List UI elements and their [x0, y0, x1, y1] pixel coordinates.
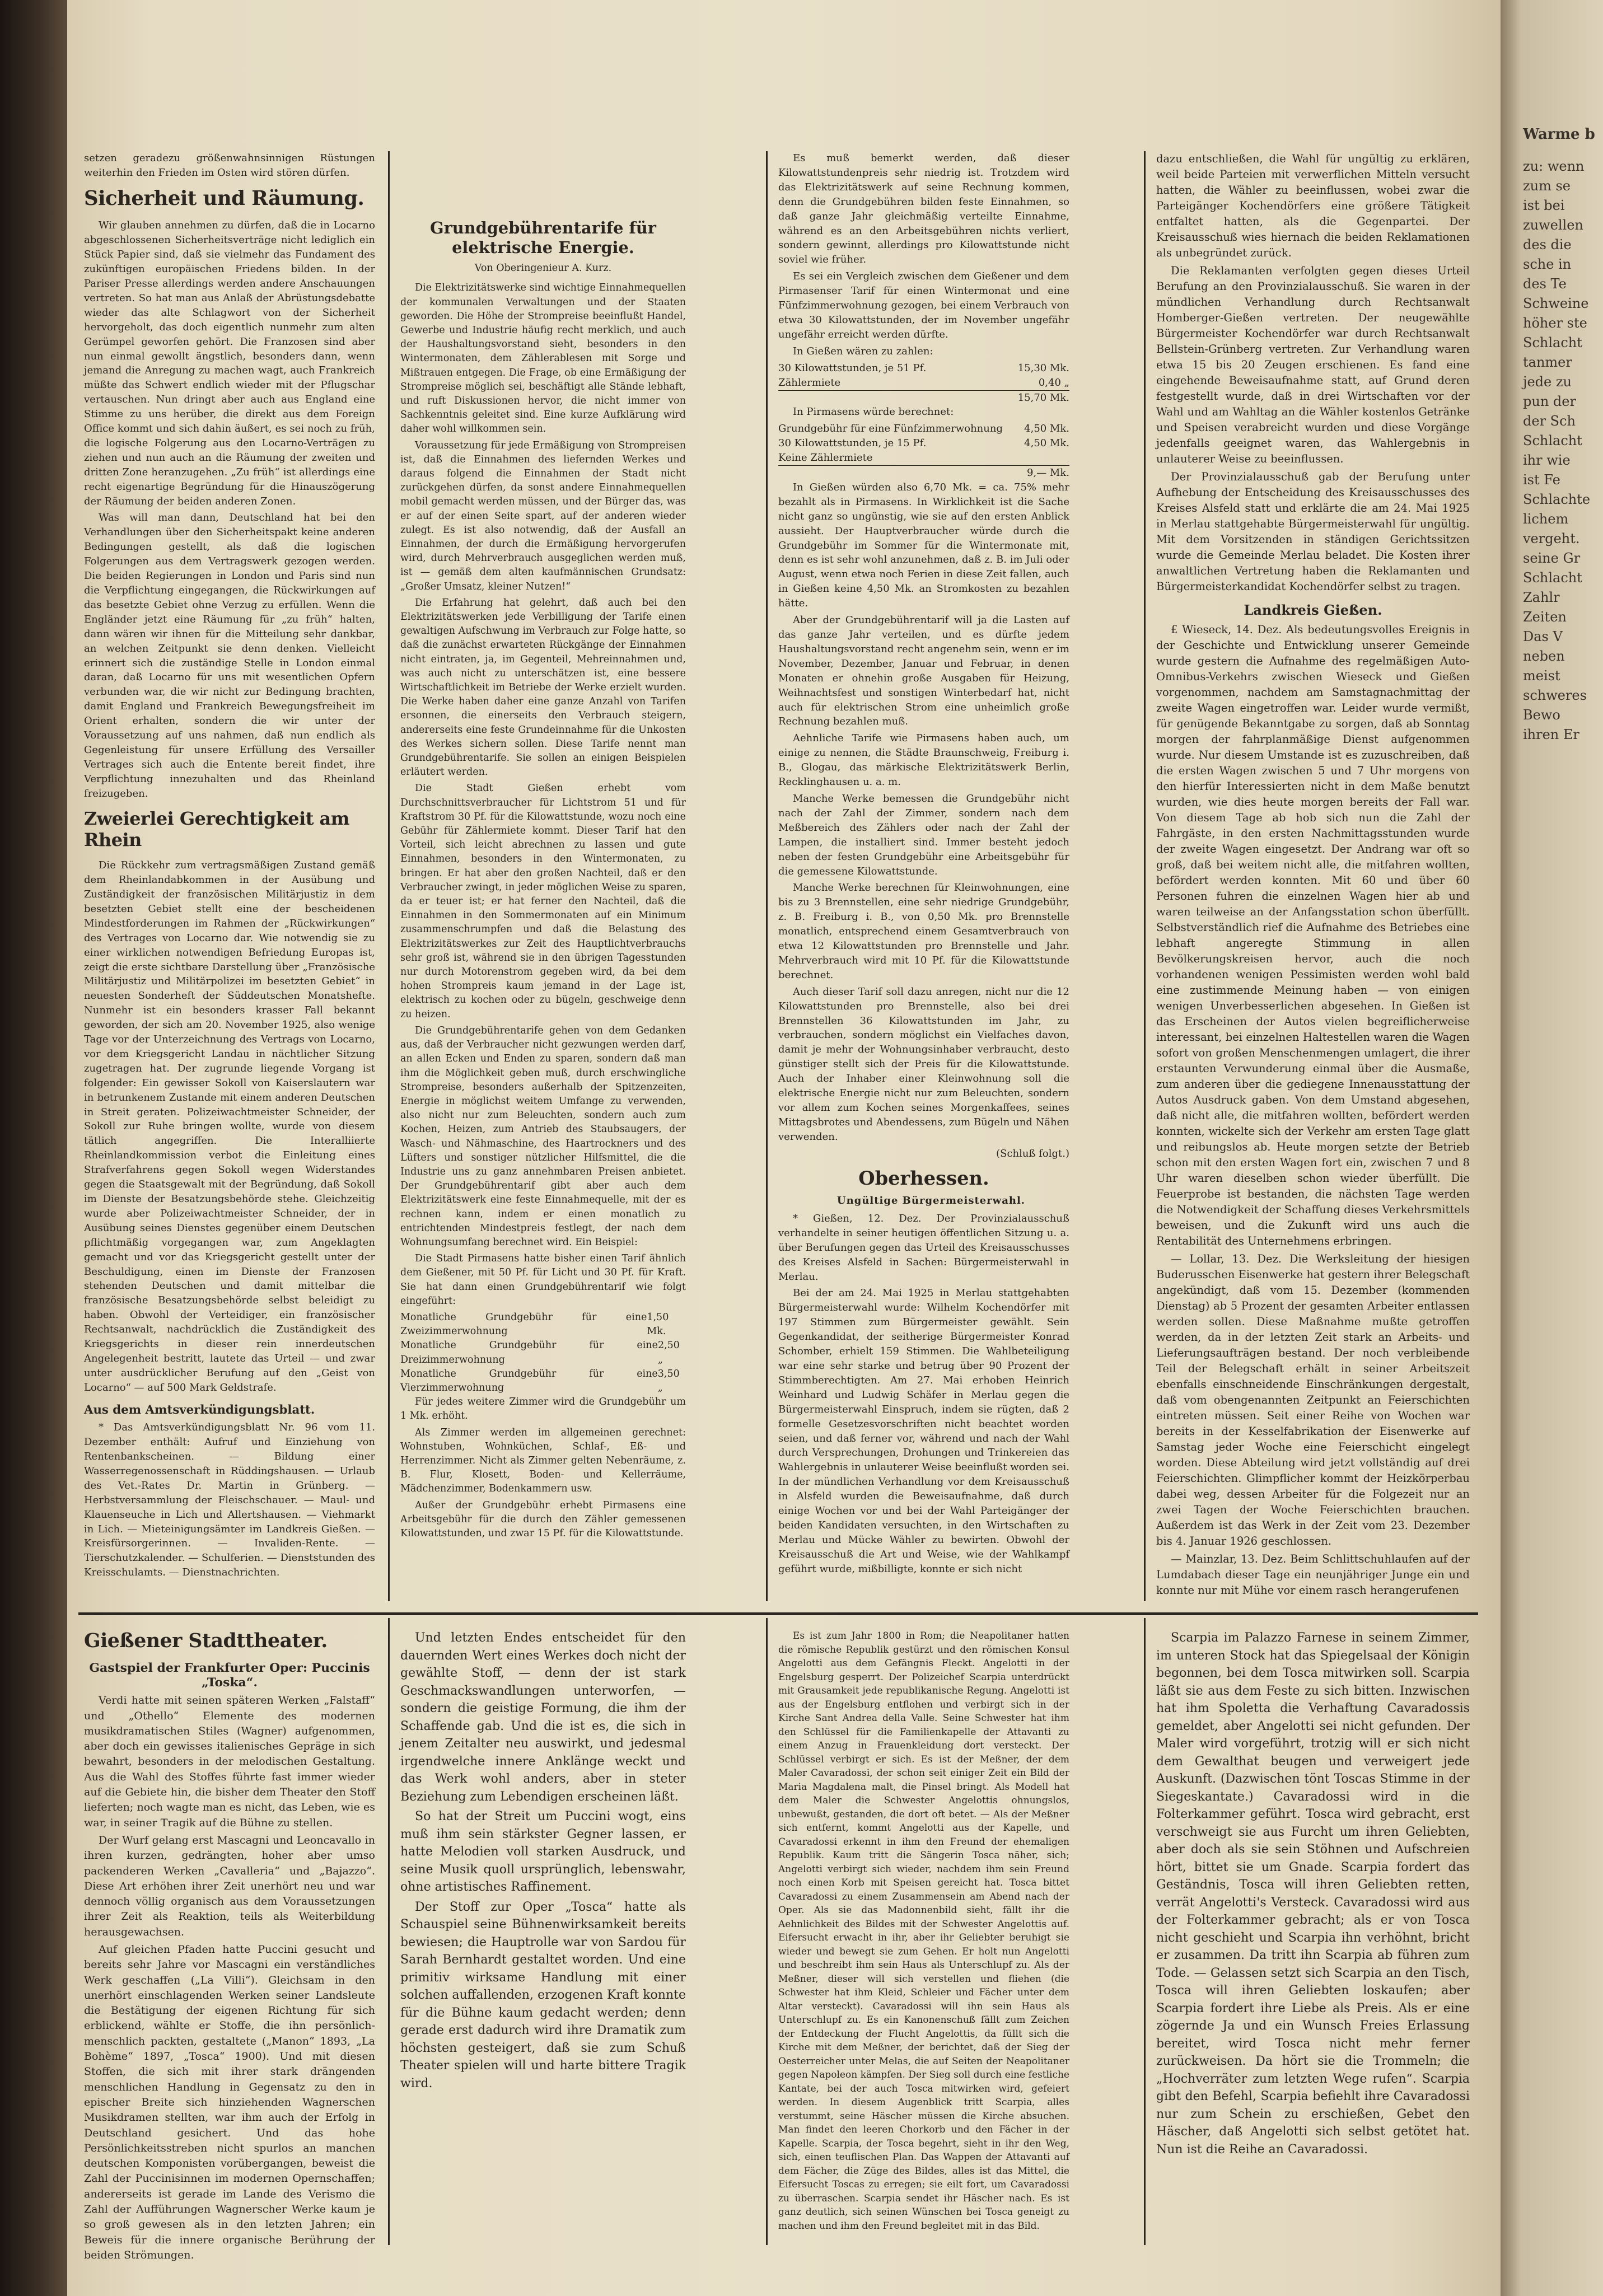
article-title-sicherheit: Sicherheit und Räumung.	[84, 186, 364, 210]
adjacent-page-line: Das V	[1523, 629, 1563, 644]
column-rule	[766, 1618, 768, 2245]
adjacent-page-line: meist	[1523, 668, 1560, 684]
calc-heading: In Pirmasens würde berechnet:	[793, 406, 954, 418]
adjacent-page-line: Zeiten	[1523, 609, 1567, 625]
theater-paragraph: So hat der Streit um Puccini wogt, eins muß ihm sein stärkster Gegner lassen, er hatte Melodien voll starken Ausdruck, und seine Musik quoll ursprünglich, lebenswahr, ohne artistisches Raffinement.	[400, 1809, 686, 1894]
adjacent-page-title: Warme b	[1523, 126, 1595, 143]
article-title-grundgebuehren: Grundgebührentarife für elektrische Energie.	[430, 218, 656, 257]
article-paragraph: Die Grundgebührentarife gehen von dem Gedanken aus, daß der Verbraucher nicht gezwungen werden darf, an allen Ecken und Enden zu sparen, sondern daß man ihm die Möglichkeit geben muß, durch erschwingliche Strompreise, besonders außerhalb der Spitzenzeiten, Energie in möglichst weitem Umfange zu verwenden, also nicht nur zum Beleuchten, sondern auch zum Kochen, Heizen, zum Antrieb des Staubsaugers, der Wasch- und Nähmaschine, des Haartrockners und des Lüfters und sonstiger nützlicher Hilfsmittel, die die Industrie uns zu ganz annehmbaren Preisen anbietet. Der Grundgebührentarif gibt aber auch dem Elektrizitätswerk eine feste Einnahmequelle, mit der es rechnen kann, indem er einen monatlich zu entrichtenden Mindestpreis festlegt, der nach dem Wohnungsumfang berechnet wird. Ein Beispiel:	[400, 1025, 686, 1248]
theater-paragraph: Der Stoff zur Oper „Tosca“ hatte als Schauspiel seine Bühnenwirksamkeit bereits bewiesen; die Hauptrolle war von Sardou für Sarah Bernhardt gestaltet worden. Und eine primitiv wirksame Handlung mit einer solchen auffallenden, erzogenen Kraft konnte für die Bühne kaum gedacht werden; denn gerade erst dadurch wird ihre Dramatik zum höchsten gesteigert, daß sie zum Schuß Theater spielen will und harte bittere Tragik wird.	[400, 1900, 686, 2091]
column-rule	[1144, 1618, 1146, 2245]
calc-row: 30 Kilowattstunden, je 51 Pf. 15,30 Mk.	[778, 362, 1069, 374]
article-paragraph: Aber der Grundgebührentarif will ja die Lasten auf das ganze Jahr verteilen, und es dürfte jedem Haushaltungsvorstand recht angenehm sein, wenn er im November, Dezember, Januar und Februar, in denen Monaten er ohnehin große Ausgaben für Heizung, Weihnachtsfest und sonstigen Winterbedarf hat, nicht auch für elektrischen Strom eine unheimlich große Rechnung bezahlen muß.	[778, 614, 1069, 728]
article-paragraph: Für jedes weitere Zimmer wird die Grundgebühr um 1 Mk. erhöht.	[400, 1396, 686, 1422]
article-paragraph: Der Provinzialausschuß gab der Berufung unter Aufhebung der Entscheidung des Kreisausschusses des Kreises Alsfeld statt und erklärte die am 24. Mai 1925 in Merlau stattgehabte Bürgermeisterwahl für ungültig. Mit dem Vorsitzenden in ständigen Gerichtssitzen wurde die Gemeinde Merlau beladet. Die Kosten ihrer anwaltlichen Vertretung haben die Reklamanten und Bürgermeisterkandidat Kochendörfer selbst zu tragen.	[1156, 470, 1470, 593]
section-title-landkreis: Landkreis Gießen.	[1244, 602, 1382, 618]
tariff-row: Monatliche Grundgebühr für eine Zweizimmerwohnung 1,50 Mk.	[400, 1311, 669, 1338]
section-title-oberhessen: Oberhessen.	[858, 1166, 989, 1189]
calc-row: Keine Zählermiete	[778, 452, 873, 464]
adjacent-page-line: Schweine	[1523, 296, 1589, 311]
tariff-row: Monatliche Grundgebühr für eine Dreizimmerwohnung 2,50 „	[400, 1340, 680, 1366]
article-paragraph: Es sei ein Vergleich zwischen dem Gießener und dem Pirmasenser Tarif für einen Wintermonat und eine Fünfzimmerwohnung gezogen, bei einem Verbrauch von etwa 30 Kilowattstunden, der im November ungefähr ungefähr erreicht werden dürfte.	[778, 270, 1069, 340]
column-rule	[1144, 151, 1146, 1601]
article-paragraph: Auch dieser Tarif soll dazu anregen, nicht nur die 12 Kilowattstunden pro Brennstelle, also bei drei Brennstellen 36 Kilowattstunden im Jahr, zu verbrauchen, sondern möglichst ein Vielfaches davon, damit je mehr der Wohnungsinhaber verbraucht, desto günstiger stellt sich der Preis für die Kilowattstunde. Auch der Inhaber einer Kleinwohnung soll die elektrische Energie nicht nur zum Beleuchten, sondern vor allem zum Kochen seines Morgenkaffees, seines Mittagsbrotes und Abendessens, zum Bügeln und Nähen verwenden.	[778, 985, 1069, 1143]
column-rule	[766, 151, 768, 1601]
calc-total: 9,— Mk.	[778, 465, 1069, 480]
article-paragraph: — Mainzlar, 13. Dez. Beim Schlittschuhlaufen auf der Lumdabach dieser Tage ein neunjähriger Junge ein und konnte nur mit Mühe vor einem rasch herangerufenen	[1156, 1552, 1470, 1597]
adjacent-page-line: Schlacht	[1523, 570, 1582, 586]
adjacent-page-line: zu: wenn	[1523, 158, 1585, 174]
article-paragraph: Manche Werke bemessen die Grundgebühr nicht nach der Zahl der Zimmer, sondern nach dem Meßbereich des Zählers oder nach der Zahl der Lampen, die installiert sind. Immer besteht jedoch neben der festen Grundgebühr eine Arbeitsgebühr für die gemessene Kilowattstunde.	[778, 792, 1069, 877]
article-paragraph: Voraussetzung für jede Ermäßigung von Strompreisen ist, daß die Einnahmen des liefernden Werkes und daraus folgend die Einnahmen der Stadt nicht zurückgehen dürfen, da sonst andere Einnahmequellen mobil gemacht werden müssen, und der Bürger das, was er auf der einen Seite spart, auf der anderen wieder zulegt. Es ist also notwendig, daß der Ausfall an Einnahmen, der durch die Ermäßigung hervorgerufen wird, durch Mehrverbrauch ausgeglichen werden muß, ist — gemäß dem alten kaufmännischen Grundsatz: „Großer Umsatz, kleiner Nutzen!“	[400, 439, 686, 592]
calc-heading: In Gießen wären zu zahlen:	[793, 345, 933, 357]
adjacent-page-line: zum se	[1523, 178, 1571, 194]
article-paragraph: — Lollar, 13. Dez. Die Werksleitung der hiesigen Buderusschen Eisenwerke hat gestern ihrer Belegschaft angekündigt, daß vom 15. Dezember (kommenden Dienstag) ab 5 Prozent der gesamten Arbeiter entlassen werden sollen. Diese Maßnahme mußte getroffen werden, da in der letzten Zeit stark an Arbeits- und Lieferungsaufträgen bestand. Der noch verbleibende Teil der Belegschaft erhält in seiner Arbeitszeit ebenfalls einschneidende Einschränkungen dergestalt, daß vom obengenannten Zeitpunkt an Feierschichten eintreten müssen. Seit einer Reihe von Wochen war bereits in der Kesselfabrikation der Eisenwerke auf Samstag jeder Woche eine Feierschicht eingelegt worden. Diese Abteilung wird jetzt vollständig auf drei Feierschichten. Glimpflicher kommt der Heizkörperbau dabei weg, dessen Arbeiter für die Folgezeit nur an zwei Tagen der Woche Feierschichten brauchen. Außerdem ist das Werk in der Zeit vom 23. Dezember bis 4. Januar 1926 geschlossen.	[1156, 1252, 1470, 1547]
calc-row: 30 Kilowattstunden, je 15 Pf. 4,50 Mk.	[778, 437, 1069, 450]
column-2	[400, 213, 686, 1543]
article-paragraph: Die Erfahrung hat gelehrt, daß auch bei den Elektrizitätswerken jede Verbilligung der Tarife einen gewaltigen Aufschwung im Verbrauch zur Folge hatte, so daß die zunächst erwarteten Rückgänge der Einnahmen nicht eintraten, ja, im Gegenteil, Mehreinnahmen und, was auch nicht zu unterschätzen ist, eine bessere Wirtschaftlichkeit im Betriebe der Werke erzielt wurden. Die Werke haben daher eine ganze Anzahl von Tarifen ersonnen, die einerseits den Verbrauch steigern, andererseits eine feste Grundeinnahme für die Unkosten des Werkes sichern sollen. Diese Tarife nennt man Grundgebührentarife. Sie sollen an einigen Beispielen erläutert werden.	[400, 597, 686, 778]
article-paragraph: Wir glauben annehmen zu dürfen, daß die in Locarno abgeschlossenen Sicherheitsverträge nicht lediglich ein Stück Papier sind, daß sie vielmehr das Fundament des zukünftigen europäischen Friedens bilden. In der Pariser Presse allerdings werden andere Anschauungen vertreten. So hat man aus Anlaß der Abrüstungsdebatte wieder das alte Schlagwort von der Sicherheit hervorgeholt, das doch eigentlich nunmehr zum alten Gerümpel geworfen gehört. Die Franzosen sind aber nun einmal gewollt ängstlich, besonders dann, wenn jemand die Anregung zu machen wagt, auch Frankreich müßte das Schwert endlich wieder mit der Pflugschar vertauschen. Nun dringt aber auch aus England eine Stimme zu uns herüber, die direkt aus dem Foreign Office kommt und sich dahin äußert, es sei noch zu früh, die logische Folgerung aus den Locarno-Verträgen zu ziehen und nun auch an die Räumung der zweiten und dritten Zone heranzugehen. „Zu früh“ ist allerdings eine recht eigenartige Begründung für die Hinauszögerung der Räumung der beiden anderen Zonen.	[84, 219, 375, 507]
adjacent-page-text	[1523, 157, 1601, 745]
adjacent-page-line: Schlacht	[1523, 335, 1582, 350]
theater-column-2	[400, 1629, 686, 2094]
theater-column-4	[1156, 1629, 1470, 2161]
theater-paragraph: Und letzten Endes entscheidet für den dauernden Wert eines Werkes doch nicht der gewählte Stoff, — denn der ist stark Geschmackswandlungen unterworfen, — sondern die geistige Formung, die ihm der Schaffende gab. Und die ist es, die sich in jenem Zeitalter neu auswirkt, und jedesmal irgendwelche innere Anklänge weckt und das Werk wohl anders, aber in steter Beziehung zum Lebendigen erscheinen läßt.	[400, 1631, 686, 1804]
theater-paragraph: Scarpia im Palazzo Farnese in seinem Zimmer, im unteren Stock hat das Spiegelsaal der Königin begonnen, bei dem Tosca mitwirken soll. Scarpia läßt sie aus dem Feste zu sich bitten. Inzwischen hat ihm Spoletta die Verhaftung Cavaradossis gemeldet, aber Angelotti sei nicht gefunden. Der Maler wird vorgeführt, trotzig will er sich nicht dem Gewalthat beugen und verweigert jede Auskunft. (Dazwischen tönt Toscas Stimme in der Siegeskantate.) Cavaradossi wird in die Folterkammer geführt. Tosca wird gebracht, erst verschweigt sie aus Furcht um ihren Geliebten, aber doch als sie sein Stöhnen und Aufschreien hört, bittet sie um Gnade. Scarpia fordert das Geständnis, Tosca will ihren Geliebten retten, verrät Angelotti's Versteck. Cavaradossi wird aus der Folterkammer gebracht; als er von Tosca nicht geschieht und Scarpia ihn verhöhnt, bricht er zusammen. Da tritt ihn Scarpia ab führen zum Tode. — Gelassen setzt sich Scarpia an den Tisch, Tosca will ihren Geliebten loskaufen; aber Scarpia fordert ihre Liebe als Preis. Als er eine zögernde Ja und ein Wunsch Freies Erlassung bereitet, wird Tosca nicht mehr ferner zurückweisen. Da hört sie die Trommeln; die „Hochverräter zum letzten Wege rufen“. Scarpia gibt den Befehl, Scarpia befiehlt ihre Cavaradossi nur zum Schein zu erschießen, Gebet den Häscher, daß Angelotti sich selbst getötet hat. Nun ist die Reihe an Cavaradossi.	[1156, 1631, 1470, 2157]
adjacent-page-line: Bewo	[1523, 707, 1560, 723]
article-subtitle: Ungültige Bürgermeisterwahl.	[836, 1195, 1026, 1207]
adjacent-page-line: seine Gr	[1523, 550, 1581, 566]
adjacent-page-line: ihr wie	[1523, 452, 1571, 468]
section-divider	[78, 1612, 1478, 1615]
adjacent-page-line: ist Fe	[1523, 472, 1560, 488]
adjacent-page-line: Schlachte	[1523, 492, 1591, 507]
adjacent-page-line: der Sch	[1523, 413, 1576, 429]
column-rule	[388, 1618, 390, 2245]
adjacent-page-line: des die	[1523, 237, 1572, 252]
theater-paragraph: Der Wurf gelang erst Mascagni und Leoncavallo in ihren kurzen, gedrängten, hoher aber umso packenderen Werken „Cavalleria“ und „Bajazzo“. Diese Art erhöhen ihrer Zeit unerhört neu und war dennoch völlig organisch aus dem Voraussetzungen ihrer Zeit als Reaktion, teils als Weiterbildung herausgewachsen.	[84, 1834, 375, 1938]
theater-paragraph: Verdi hatte mit seinen späteren Werken „Falstaff“ und „Othello“ Elemente des modernen musikdramatischen Stiles (Wagner) aufgenommen, aber doch ein gewisses italienisches Gepräge in sich bewahrt, besonders in der melodischen Gestaltung. Aus die Wahl des Stoffes führte fast immer wieder auf die Gebiete hin, die bisher dem Theater den Stoff lieferten; noch wagte man es nicht, das Leben, wie es war, in seiner Tragik auf die Bühne zu stellen.	[84, 1694, 375, 1829]
tariff-row: Monatliche Grundgebühr für eine Vierzimmerwohnung 3,50 „	[400, 1368, 680, 1394]
adjacent-page-line: schweres	[1523, 688, 1587, 703]
continued-note: (Schluß folgt.)	[996, 1147, 1069, 1159]
adjacent-page-line: ihren Er	[1523, 727, 1579, 742]
article-paragraph: Die Stadt Pirmasens hatte bisher einen Tarif ähnlich dem Gießener, mit 50 Pf. für Licht und 30 Pf. für Kraft. Sie hat dann einen Grundgebührentarif wie folgt eingeführt:	[400, 1253, 686, 1307]
calc-total: 15,70 Mk.	[778, 390, 1069, 405]
adjacent-page-line: jede zu	[1523, 374, 1572, 390]
theater-subtitle: Gastspiel der Frankfurter Oper: Puccinis „Toska“.	[89, 1660, 370, 1690]
article-paragraph: Die Stadt Gießen erhebt vom Durchschnittsverbraucher für Lichtstrom 51 und für Kraftstrom 30 Pf. für die Kilowattstunde, wozu noch eine Gebühr für Zählermiete kommt. Dieser Tarif hat den Vorteil, sich leicht abrechnen zu lassen und gute Einnahmen, besonders in den Wintermonaten, zu bringen. Er hat aber den großen Nachteil, daß er den Verbraucher zwingt, in jeder möglichen Weise zu sparen, da er teuer ist; er hat ferner den Nachteil, daß die Einnahmen in den Sommermonaten auf ein Minimum zusammenschrumpfen und daß die Belastung des Elektrizitätswerkes zur Zeit des Hauptlichtverbrauchs sehr groß ist, während sie in den übrigen Tagesstunden nur durch Motorenstrom gegeben wird, da bei dem hohen Strompreis kaum jemand in der Lage ist, elektrisch zu kochen oder zu bügeln, geschweige denn zu heizen.	[400, 783, 686, 1020]
article-paragraph: Die Rückkehr zum vertragsmäßigen Zustand gemäß dem Rheinlandabkommen in der Ausübung und Zuständigkeit der französischen Militärjustiz in dem besetzten Gebiet stellt eine der bescheidenen Mindestforderungen im Rahmen der „Rückwirkungen“ des Vertrages von Locarno dar. Wie notwendig sie zu einer wirklichen notwendigen Befriedung Europas ist, zeigt die erste sichtbare Darstellung über „Französische Militärjustiz und Militärpolizei im besetzten Gebiet“ in neuesten Sonderheft der Süddeutschen Monatshefte. Nunmehr ist ein besonders krasser Fall bekannt geworden, der sich am 20. November 1925, also wenige Tage vor der Unterzeichnung des Vertrags von Locarno, vor dem Kriegsgericht Landau in nächtlicher Sitzung zugetragen hat. Der zugrunde liegende Vorgang ist folgender: Ein gewisser Sokoll von Kaiserslautern war in betrunkenem Zustande mit einem anderen Deutschen in Streit geraten. Polizeiwachtmeister Schneider, der Sokoll zur Ruhe bringen wollte, wurde von diesem tätlich angegriffen. Die Interalliierte Rheinlandkommission verbot die Einleitung eines Strafverfahrens gegen Sokoll wegen Widerstandes gegen die Staatsgewalt mit der Begründung, daß Sokoll im Dienste der Besatzungsbehörde stehe. Gleichzeitig wurde aber Polizeiwachtmeister Schneider, der in Ausübung seines Dienstes gegenüber einem Deutschen pflichtmäßig vorgegangen war, zum Angeklagten gemacht und vor das Kriegsgericht gestellt unter der Beschuldigung, einen im Dienste der Franzosen stehenden Deutschen und damit mittelbar die französische Besatzungsbehörde selbst beleidigt zu haben. Obwohl der Verteidiger, ein französischer Rechtsanwalt, nachdrücklich die Zuständigkeit des Kriegsgerichts in dieser rein innerdeutschen Angelegenheit bestritt, lautete das Urteil — und zwar unter ausdrücklicher Berufung auf den „Geist von Locarno“ — auf 500 Mark Geldstrafe.	[84, 859, 375, 1394]
article-title-gerechtigkeit: Zweierlei Gerechtigkeit am Rhein	[84, 807, 349, 850]
column-4	[1156, 151, 1470, 1601]
adjacent-page-line: Schlacht	[1523, 433, 1582, 448]
column-rule	[388, 151, 390, 1601]
adjacent-page-line: lichem	[1523, 511, 1569, 527]
adjacent-page-line: Zahlr	[1523, 590, 1560, 605]
adjacent-page-line: neben	[1523, 648, 1565, 664]
article-paragraph: * Gießen, 12. Dez. Der Provinzialausschuß verhandelte in seiner heutigen öffentlichen Sitzung u. a. über Berufungen gegen das Urteil des Kreisausschusses des Kreises Alsfeld in Sachen: Bürgermeisterwahl in Merlau.	[778, 1212, 1069, 1283]
article-title-amtsblatt: Aus dem Amtsverkündigungsblatt.	[84, 1402, 315, 1417]
article-paragraph: Als Zimmer werden im allgemeinen gerechnet: Wohnstuben, Wohnküchen, Schlaf-, Eß- und Herrenzimmer. Nicht als Zimmer gelten Nebenräume, z. B. Flur, Klosett, Boden- und Kellerräume, Mädchenzimmer, Bodenkammern usw.	[400, 1427, 686, 1495]
article-paragraph: Was will man dann, Deutschland hat bei den Verhandlungen über den Sicherheitspakt keine anderen Bedingungen gestellt, als daß die logischen Folgerungen aus dem Vertragswerk gezogen werden. Die beiden Regierungen in London und Paris sind nun die Verpflichtung eingegangen, die Rückwirkungen auf das besetzte Gebiet ohne Verzug zu erfüllen. Wenn die Engländer jetzt eine Räumung für „zu früh“ halten, dann wären wir ihnen für die Mitteilung sehr dankbar, an welchen Zeitpunkt sie denn denken. Vielleicht erinnert sich die zuständige Stelle in London einmal daran, daß Locarno für uns mit wesentlichen Opfern verbunden war, die wir nicht zur Bedingung brachten, damit England und Frankreich Bewegungsfreiheit im Orient erhalten, sondern die wir unter der Voraussetzung auf uns nahmen, daß nun endlich als Gegenleistung für unsere Erfüllung des Versailler Vertrages sich auch die Entente bereit findet, ihre Verpflichtung innezuhalten und das Rheinland freizugeben.	[84, 512, 375, 799]
article-paragraph: dazu entschließen, die Wahl für ungültig zu erklären, weil beide Parteien mit verwerflichen Mitteln versucht hatten, die Wähler zu beeinflussen, wobei zwar die Parteigänger Kochendörfers eine größere Tätigkeit entfaltet hatten, als die Gegenpartei. Der Kreisausschuß wies hiernach die beiden Reklamationen als unbegründet zurück.	[1156, 152, 1470, 259]
article-paragraph: Die Reklamanten verfolgten gegen dieses Urteil Berufung an den Provinzialausschuß. Sie waren in der mündlichen Verhandlung durch Rechtsanwalt Homberger-Gießen vertreten. Der neugewählte Bürgermeister Kochendörfer war durch Rechtsanwalt Bellstein-Grünberg vertreten. Zur Verhandlung waren etwa 15 bis 20 Zeugen erschienen. Es fand eine eingehende Beweisaufnahme statt, auf Grund deren festgestellt wurde, daß in drei Wirtschaften vor der Wahl und am Wahltag an die Wähler kostenlos Getränke und Speisen verabreicht wurden und diese Vorgänge jedenfalls geeignet waren, das Wahlergebnis in unlauterer Weise zu beeinflussen.	[1156, 264, 1470, 465]
article-paragraph: Bei der am 24. Mai 1925 in Merlau stattgehabten Bürgermeisterwahl wurde: Wilhelm Kochendörfer mit 197 Stimmen zum Bürgermeister gewählt. Sein Gegenkandidat, der seitherige Bürgermeister Konrad Schomber, erhielt 159 Stimmen. Die Wahlbeteiligung war eine sehr starke und betrug über 90 Prozent der Stimmberechtigten. Am 27. Mai erhoben Heinrich Weinhard und Ludwig Schäfer in Merlau gegen die Bürgermeisterwahl Einspruch, indem sie rügten, daß 2 formelle Gesetzesvorschriften nicht beachtet worden seien, und daß ferner vor, während und nach der Wahl durch Versprechungen, Drohungen und Trinkereien das Wahlergebnis in unlauterer Weise beeinflußt worden sei. In der mündlichen Verhandlung vor dem Kreisausschuß in Alsfeld wurden die Beweisaufnahme, daß durch einige Wochen vor und bei der Wahl Parteigänger der beiden Kandidaten versuchten, in den Wirtschaften zu Merlau und Mücke Wähler zu bewirten. Obwohl der Kreisausschuß die Art und Weise, wie der Wahlkampf geführt wurde, mißbilligte, konnte er sich nicht	[778, 1287, 1069, 1575]
calc-row: Zählermiete 0,40 „	[778, 376, 1069, 389]
theater-column-1	[84, 1629, 375, 2265]
adjacent-page-line: vergeht.	[1523, 531, 1580, 546]
adjacent-page-line: des Te	[1523, 276, 1567, 292]
adjacent-page-line: höher ste	[1523, 315, 1587, 331]
adjacent-page-edge	[1501, 0, 1603, 2296]
article-paragraph: £ Wieseck, 14. Dez. Als bedeutungsvolles Ereignis in der Geschichte und Entwicklung unserer Gemeinde wurde gestern die Aufnahme des regelmäßigen Auto-Omnibus-Verkehrs zwischen Wieseck und Gießen vorgenommen, nachdem am Samstagnachmittag der zweite Wagen eingetroffen war. Leider wurde vermißt, für genügende Bekanntgabe zu sorgen, daß ab Sonntag morgen der fahrplanmäßige Dienst aufgenommen wurde. Nur diesem Umstande ist es zuzuschreiben, daß die ersten Wagen zwischen 5 und 7 Uhr morgens von den hierfür Interessierten nicht in dem Maße benutzt wurden, wie dies heute morgen bereits der Fall war. Von diesem Tage ab hob sich nun die Zahl der Fahrgäste, in den ersten Nachmittagsstunden wurde der zweite Wagen eingesetzt. Der Andrang war oft so groß, daß bei weitem nicht alle, die mitfahren wollten, befördert werden konnten. Mit 60 und über 60 Personen fuhren die einzelnen Wagen hier ab und waren teilweise an der Anfangsstation schon überfüllt. Selbstverständlich rief die Aufnahme des Betriebes eine lebhaft angeregte Stimmung in allen Bevölkerungskreisen hervor, auch die noch vorhandenen wenigen Pessimisten werden wohl bald eine zustimmende Meinung haben — von einigen wenigen Unverbesserlichen abgesehen. In Gießen ist das Erscheinen der Autos vielen begreiflicherweise interessant, bei einzelnen Haltestellen waren die Wagen sofort von großen Menschenmengen umlagert, die ihrer erstaunten Verwunderung einmal über die Ausmaße, zum anderen über die gediegene Innenausstattung der Autos Ausdruck gaben. Von dem Umstand abgesehen, daß nicht alle, die mitfahren wollten, befördert werden konnten, wickelte sich der Verkehr am ersten Tage glatt und reibungslos ab. Heute morgen setzte der Betrieb schon mit den ersten Wagen fort ein, zwischen 7 und 8 Uhr waren dieselben schon wieder überfüllt. Die Feuerprobe ist bestanden, die nächsten Tage werden die Notwendigkeit der Schaffung dieses Verkehrsmittels beweisen, und die Zukunft wird uns auch die Rentabilität des Unternehmens erbringen.	[1156, 623, 1470, 1247]
theater-paragraph: Es ist zum Jahr 1800 in Rom; die Neapolitaner hatten die römische Republik gestürzt und den römischen Konsul Angelotti aus dem Gefängnis Fleckt. Angelotti in der Engelsburg gesperrt. Der Polizeichef Scarpia unterdrückt mit Grausamkeit jede republikanische Regung. Angelotti ist aus der Engelsburg entflohen und verbirgt sich in der Kirche Sant Andrea della Valle. Seine Schwester hat ihm den Schlüssel für die Familienkapelle der Attavanti zu einem Anzug in Frauenkleidung dort versteckt. Der Schlüssel verbirgt er sich. Es ist der Meßner, der dem Maler Cavaradossi, der schon seit einiger Zeit ein Bild der Maria Magdalena malt, die Pinsel bringt. Als Modell hat dem Maler die Schwester Angelottis ohnungslos, unbewußt, gestanden, die dort oft betet. — Als der Meßner sich entfernt, kommt Angelotti aus der Kapelle, und Cavaradossi erkennt in ihm den Freund der ehemaligen Republik. Kaum tritt die Sängerin Tosca näher, sich; Angelotti verbirgt sich wieder, nachdem ihm sein Freund noch einen Korb mit Speisen gereicht hat. Tosca bittet Cavaradossi zu einem Zusammensein am Abend nach der Oper. Als sie das Madonnenbild sieht, fällt ihr die Aehnlichkeit des Bildes mit der Schwester Angelottis auf. Eifersucht erwacht in ihr, aber ihr Geliebter beruhigt sie wieder und bewegt sie zum Gehen. Er holt nun Angelotti und beschreibt ihm sein Haus als Unterschlupf zu. Als der Meßner, dieser will sich verstellen und fliehen (die Schwester hat ihm Kleid, Schleier und Fächer unter dem Altar versteckt). Cavaradossi will ihn sein Haus als Unterschlupf zu. Es ein Kanonenschuß fällt zum Zeichen der Entdeckung der Flucht Angelottis, da füllt sich die Kirche mit dem Meßner, der berichtet, daß der Sieg der Oesterreicher unter Melas, die auf Seiten der Neapolitaner gegen Napoleon kämpfen. Der Sieg soll durch eine festliche Kantate, bei der auch Tosca mitwirken wird, gefeiert werden. In diesem Augenblick tritt Scarpia, alles verstummt, seine Häscher müssen die Kirche absuchen. Man findet den leeren Chorkorb und den Fächer in der Kapelle. Scarpia, der Tosca begehrt, sieht in ihr den Weg, sich, einen teuflischen Plan. Das Wappen der Attavanti auf dem Fächer, die Züge des Bildes, alles ist das Mittel, die Eifersucht Toscas zu erregen; sie eilt fort, um Cavaradossi zu überraschen. Scarpia sendet ihr Häscher nach. Es ist ganz deutlich, sich seinen Wünschen bei Tosca geneigt zu machen und ihm den Freund begleitet mit in das Bild.	[778, 1630, 1069, 2232]
adjacent-page-line: sche in	[1523, 256, 1572, 272]
theater-column-3	[778, 1629, 1069, 2235]
article-paragraph: * Das Amtsverkündigungsblatt Nr. 96 vom 11. Dezember enthält: Aufruf und Einziehung von Rentenbankscheinen. — Bildung einer Wasserregenossenschaft in Rüddingshausen. — Urlaub des Vet.-Rates Dr. Martin in Grünberg. — Herbstversammlung der Fleischschauer. — Maul- und Klauenseuche in Lich und Allertshausen. — Viehmarkt in Lich. — Mieteinigungsämter im Landkreis Gießen. — Kreisfürsorgerinnen. — Invaliden-Rente. — Tierschutzkalender. — Schulferien. — Dienststunden des Kreisschulamts. — Dienstnachrichten.	[84, 1421, 375, 1579]
article-paragraph: Manche Werke berechnen für Kleinwohnungen, eine bis zu 3 Brennstellen, eine sehr niedrige Grundgebühr, z. B. Freiburg i. B., von 0,50 Mk. pro Brennstelle monatlich, entsprechend einem Gesamtverbrauch von etwa 12 Kilowattstunden pro Brennstelle und Jahr. Mehrverbrauch wird mit 10 Pf. für die Kilowattstunde berechnet.	[778, 882, 1069, 981]
adjacent-page-line: tanmer	[1523, 354, 1572, 370]
intro-paragraph: setzen geradezu größenwahnsinnigen Rüstungen weiterhin den Frieden im Osten wird stören dürfen.	[84, 152, 375, 179]
article-paragraph: Außer der Grundgebühr erhebt Pirmasens eine Arbeitsgebühr für die durch den Zähler gemessenen Kilowattstunden, und zwar 15 Pf. für die Kilowattstunde.	[400, 1499, 686, 1539]
theater-paragraph: Auf gleichen Pfaden hatte Puccini gesucht und bereits sehr Jahre vor Mascagni ein verständliches Werk geschaffen („La Villi“). Gleichsam in den unerhört einschlagenden Werken seiner Landsleute die Bestätigung der eigenen Richtung für sich erblickend, wählte er Stoffe, die ihn persönlich-menschlich packten, gestaltete („Manon“ 1893, „La Bohème“ 1897, „Tosca“ 1900). Und mit diesen Stoffen, die sich mit ihrer stark drängenden menschlichen Handlung in Gegensatz zu den in epischer Breite sich hinziehenden Wagnerschen Musikdramen stellten, war ihm auch der Erfolg in Deutschland gesichert. Und das hohe Persönlichkeitsstreben nicht spurlos an manchen deutschen Komponisten vorübergangen, beweist die Zahl der Puccinisinnen im modernen Opernschaffen; andererseits ist gerade im Lande des Verismo die Zahl der Aufführungen Wagnerscher Werke kaum je so groß gewesen als in den letzten Jahren; ein Beweis für die innere organische Berührung der beiden Strömungen.	[84, 1943, 375, 2261]
column-3	[778, 151, 1069, 1579]
article-paragraph: In Gießen würden also 6,70 Mk. = ca. 75% mehr bezahlt als in Pirmasens. In Wirklichkeit ist die Sache nicht ganz so ungünstig, wie sie auf den ersten Anblick aussieht. Der Hauptverbraucher würde durch die Grundgebühr im Sommer für die Wintermonate mit, denn es ist sehr wohl anzunehmen, daß z. B. im Juli oder August, wenn etwa noch Ferien in diese Zeit fallen, auch in Gießen keine 4,50 Mk. an Stromkosten zu bezahlen hätte.	[778, 481, 1069, 610]
article-paragraph: Die Elektrizitätswerke sind wichtige Einnahmequellen der kommunalen Verwaltungen und der Staaten geworden. Die Höhe der Strompreise beeinflußt Handel, Gewerbe und Industrie häufig recht merklich, und auch der Haushaltungsvorstand sieht, besonders in den Wintermonaten, dem Zählerablesen mit Sorge und Mißtrauen entgegen. Die Frage, ob eine Ermäßigung der Strompreise möglich sei, beschäftigt alle Stände lebhaft, und ruft Diskussionen hervor, die nicht immer von Sachkenntnis geleitet sind. Eine kurze Aufklärung wird daher wohl willkommen sein.	[400, 282, 686, 435]
adjacent-page-line: zuwellen	[1523, 217, 1583, 233]
column-1	[84, 151, 375, 1582]
book-binding-edge	[0, 0, 67, 2296]
article-paragraph: Aehnliche Tarife wie Pirmasens haben auch, um einige zu nennen, die Städte Braunschweig, Freiburg i. B., Glogau, das märkische Elektrizitätswerk Berlin, Recklinghausen u. a. m.	[778, 732, 1069, 788]
adjacent-page-line: ist bei	[1523, 198, 1565, 213]
article-byline: Von Oberingenieur A. Kurz.	[474, 263, 612, 274]
theater-title: Gießener Stadttheater.	[84, 1629, 328, 1652]
article-paragraph: Es muß bemerkt werden, daß dieser Kilowattstundenpreis sehr niedrig ist. Trotzdem wird das Elektrizitätswerk auf seine Rechnung kommen, denn die Grundgebühren bilden feste Einnahmen, so daß ganze Jahr gleichmäßig verteilte Einnahme, während es an den Arbeitsgebühren nichts verliert, sondern gewinnt, allerdings pro Kilowattstunde nicht soviel wie früher.	[778, 152, 1069, 266]
adjacent-page-line: pun der	[1523, 394, 1576, 409]
calc-row: Grundgebühr für eine Fünfzimmerwohnung 4,50 Mk.	[778, 423, 1069, 435]
